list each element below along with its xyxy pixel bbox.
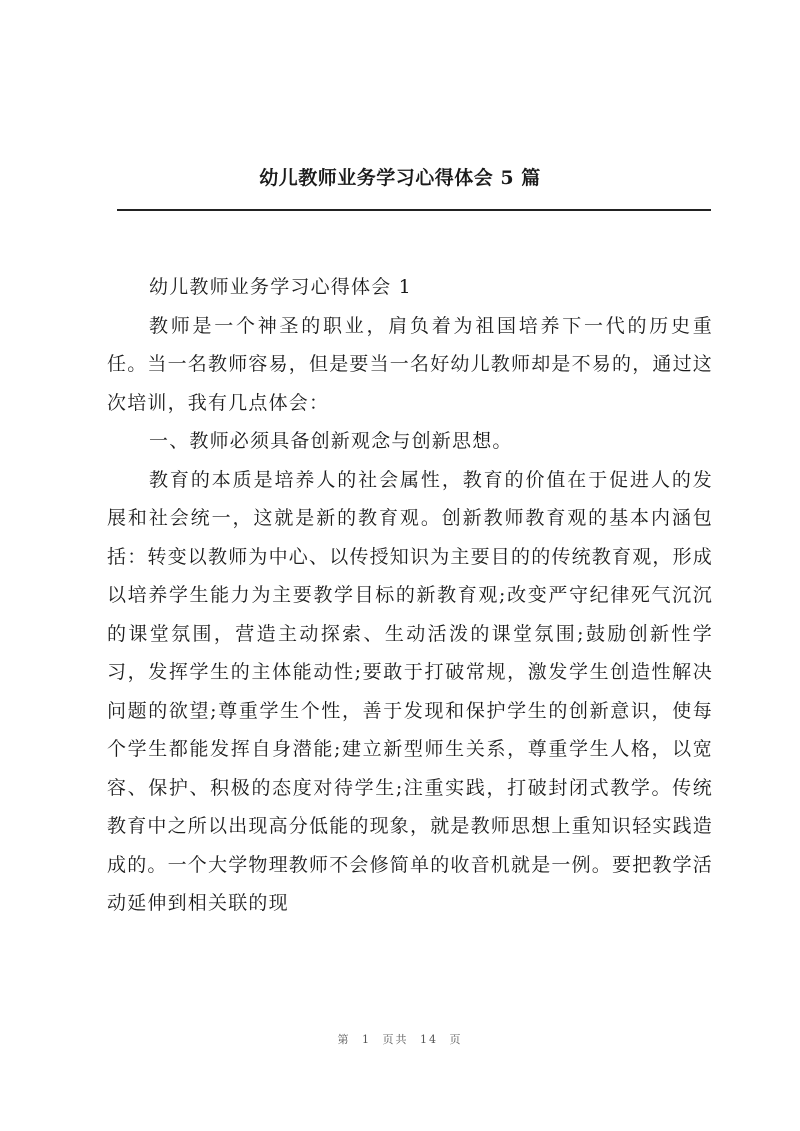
footer-page-label: 第 (337, 1033, 351, 1046)
document-title: 幼儿教师业务学习心得体会 5 篇 (259, 167, 541, 189)
section-heading: 幼儿教师业务学习心得体会 1 (149, 276, 412, 298)
footer-total-suffix: 页 (449, 1033, 463, 1046)
title-divider (117, 209, 711, 211)
paragraph: 一、教师必须具备创新观念与创新思想。 (149, 430, 513, 452)
footer-total-prefix: 页共 (382, 1033, 409, 1046)
paragraph: 教育的本质是培养人的社会属性，教育的价值在于促进人的发展和社会统一，这就是新的教育观。创新教师教育观的基本内涵包括：转变以教师为中心、以传授知识为主要目的的传统教育观，形成以培养学生能力为主要教学目标的新教育观;改变严守纪律死气沉沉的课堂氛围，营造主动探索、生动活泼的课堂氛围;鼓励创新性学习，发挥学生的主体能动性;要敢于打破常规，激发学生创造性解决问题的欲望;尊重学生个性，善于发现和保护学生的创新意识，使每个学生都能发挥自身潜能;建立新型师生关系，尊重学生人格，以宽容、保护、积极的态度对待学生;注重实践，打破封闭式教学。传统教育中之所以出现高分低能的现象，就是教师思想上重知识轻实践造成的。一个大学物理教师不会修简单的收音机就是一例。要把教学活动延伸到相关联的现 (107, 468, 714, 914)
document-body (107, 268, 713, 923)
footer-total-pages: 14 (420, 1033, 438, 1046)
paragraph: 教师是一个神圣的职业，肩负着为祖国培养下一代的历史重任。当一名教师容易，但是要当一名好幼儿教师却是不易的，通过这次培训，我有几点体会： (107, 314, 714, 414)
footer-current-page: 1 (362, 1033, 371, 1046)
page-footer (0, 1032, 800, 1048)
